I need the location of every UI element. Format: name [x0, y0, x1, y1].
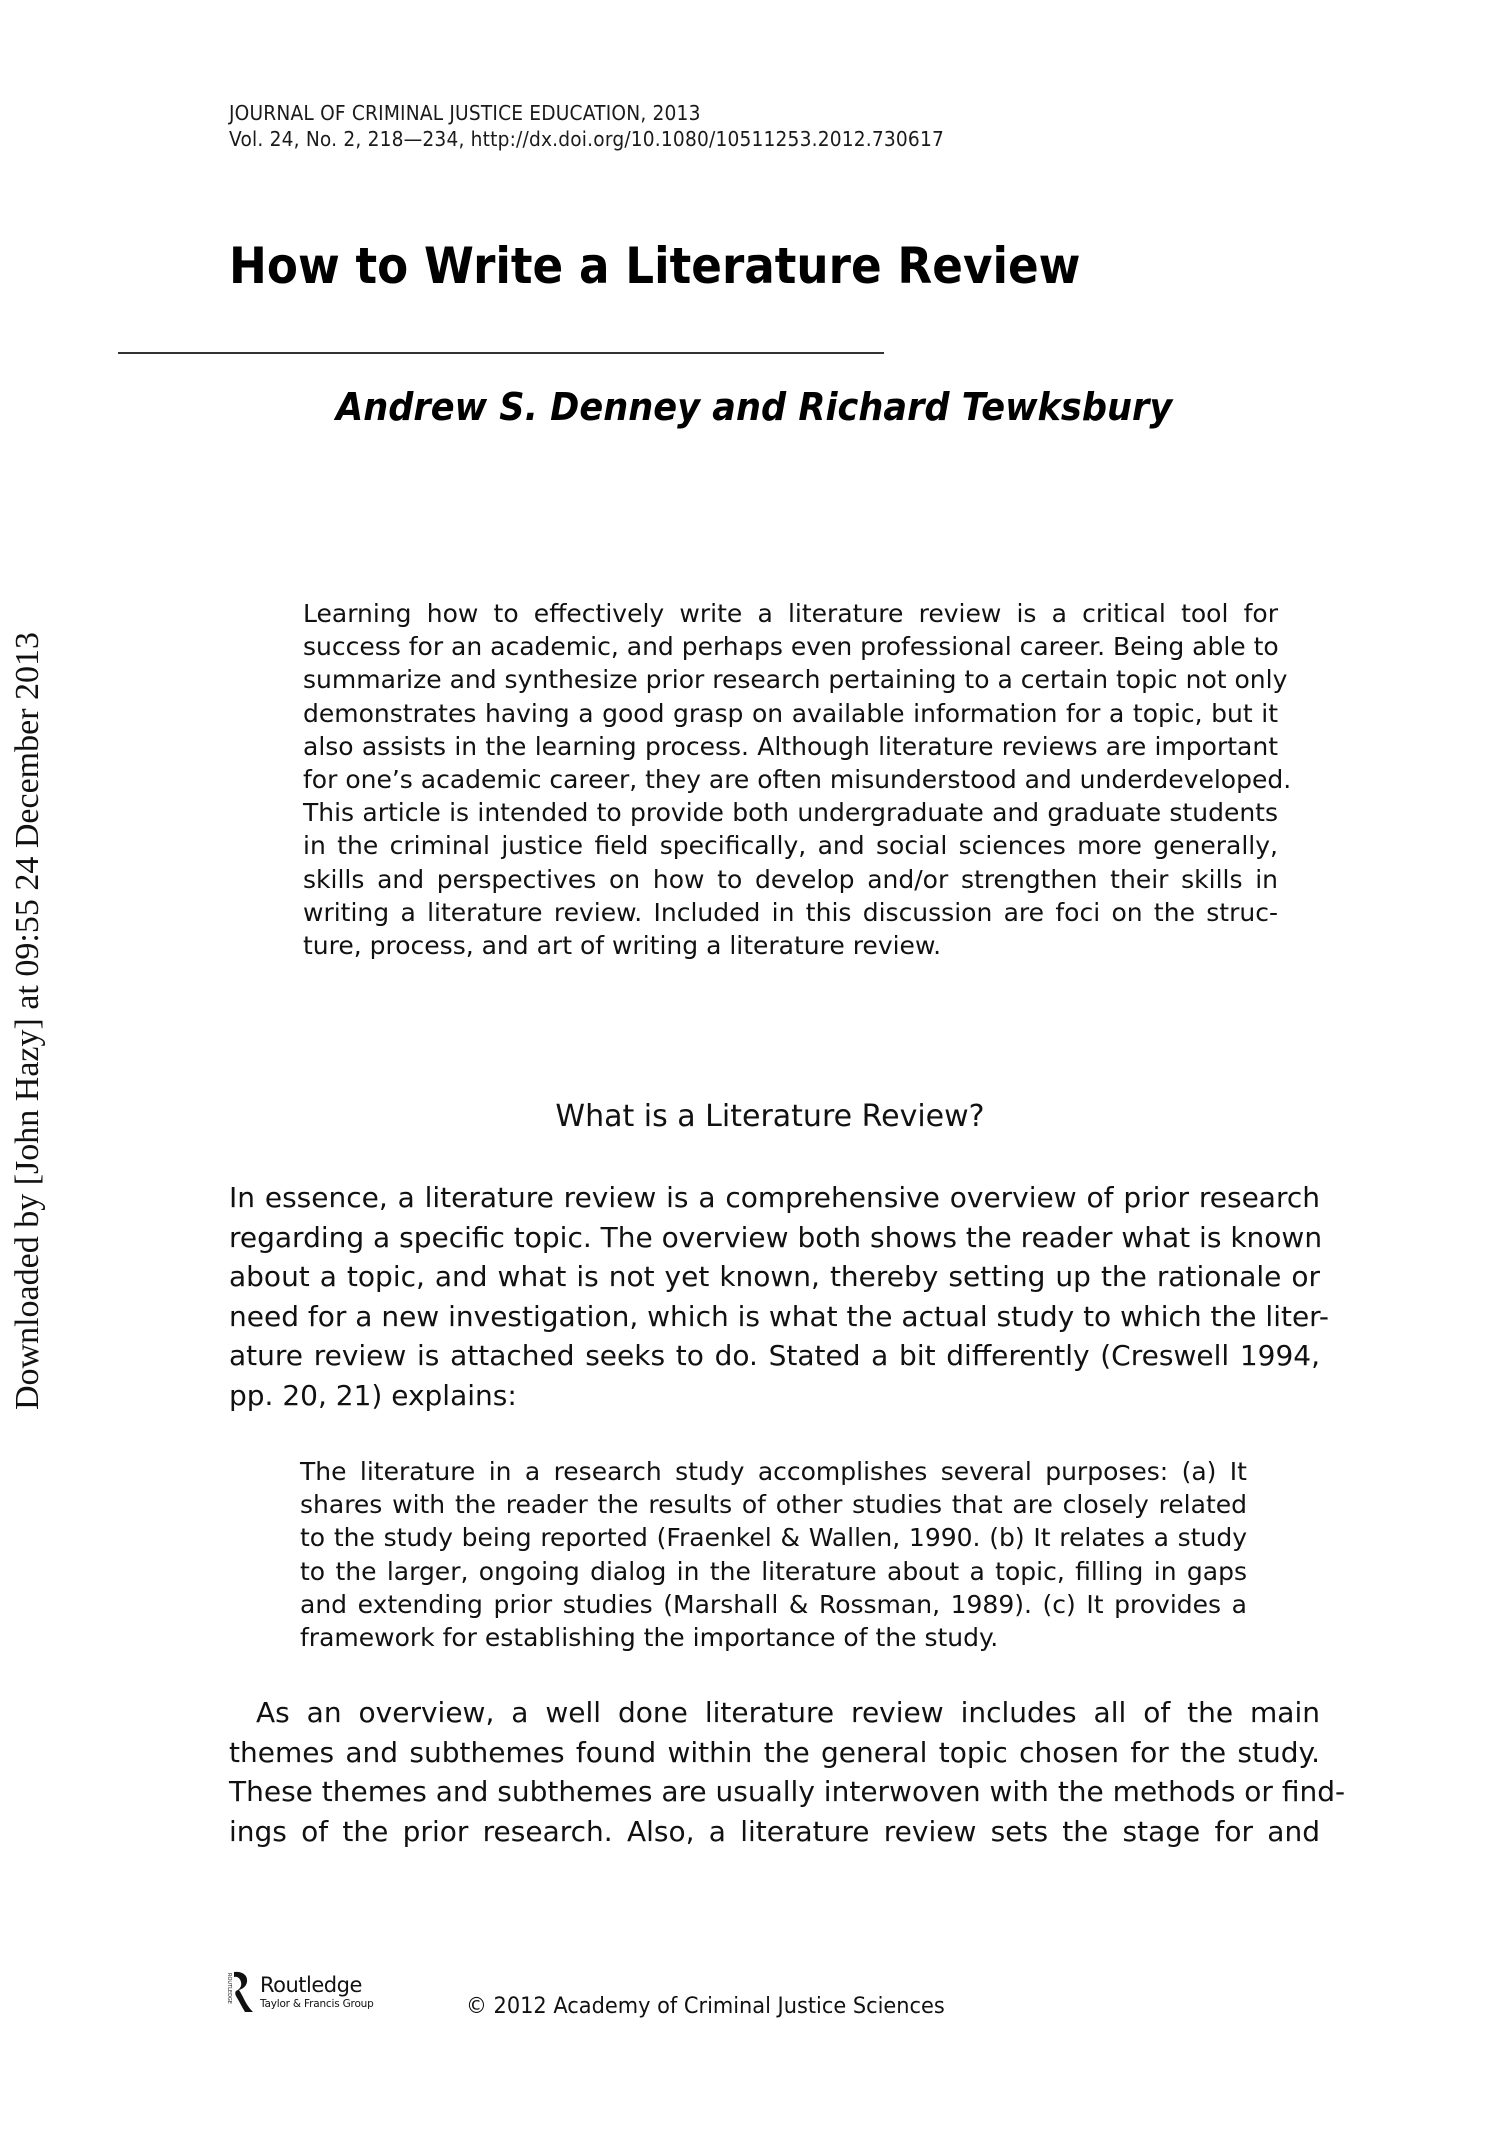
body-paragraph-1 — [229, 1178, 1329, 1415]
svg-text:ROUTLEDGE: ROUTLEDGE — [226, 1973, 232, 2004]
quote-line: to the study being reported (Fraenkel & Wallen, 1990. (b) It relates a study — [300, 1523, 1247, 1553]
section-heading: What is a Literature Review? — [555, 1099, 985, 1134]
body-paragraph-2 — [229, 1693, 1346, 1851]
paragraph-line: need for a new investigation, which is what the actual study to which the liter- — [229, 1299, 1329, 1333]
abstract-line: ture, process, and art of writing a literature review. — [303, 930, 942, 960]
paragraph-line: themes and subthemes found within the general topic chosen for the study. — [229, 1735, 1320, 1769]
publisher-group: Taylor & Francis Group — [260, 1997, 374, 2010]
abstract-line: skills and perspectives on how to develop and/or strengthen their skills in — [303, 864, 1278, 894]
paragraph-line: As an overview, a well done literature review includes all of the main — [256, 1696, 1320, 1729]
paragraph-line: These themes and subthemes are usually interwoven with the methods or find- — [229, 1775, 1346, 1808]
copyright-notice: © 2012 Academy of Criminal Justice Sciences — [466, 1994, 945, 2019]
routledge-r-logo-icon — [224, 1970, 254, 2014]
block-quote — [300, 1455, 1247, 1654]
abstract-line: in the criminal justice field specifically, and social sciences more generally, — [303, 831, 1278, 861]
abstract-line: success for an academic, and perhaps even professional career. Being able to — [303, 632, 1279, 662]
publisher-logo — [224, 1970, 374, 2014]
paragraph-line: pp. 20, 21) explains: — [229, 1378, 517, 1412]
quote-line: to the larger, ongoing dialog in the literature about a topic, filling in gaps — [300, 1556, 1247, 1586]
paragraph-line: regarding a specific topic. The overview both shows the reader what is known — [229, 1220, 1323, 1254]
abstract-line: for one’s academic career, they are often misunderstood and underdeveloped. — [303, 764, 1292, 794]
abstract-line: Learning how to effectively write a literature review is a critical tool for — [303, 599, 1278, 628]
article-authors: Andrew S. Denney and Richard Tewksbury — [336, 385, 1173, 429]
journal-name: JOURNAL OF CRIMINAL JUSTICE EDUCATION, 2013 — [229, 101, 701, 125]
title-divider — [118, 352, 884, 354]
abstract-line: This article is intended to provide both undergraduate and graduate students — [303, 798, 1278, 828]
abstract — [303, 597, 1292, 962]
abstract-line: also assists in the learning process. Although literature reviews are important — [303, 731, 1278, 761]
publisher-name: Routledge — [260, 1972, 362, 1997]
publisher-name-block — [260, 1972, 374, 2010]
quote-line: framework for establishing the importance of the study. — [300, 1622, 999, 1652]
abstract-line: demonstrates having a good grasp on available information for a topic, but it — [303, 698, 1278, 728]
download-watermark: Downloaded by [John Hazy] at 09:55 24 December 2013 — [9, 631, 46, 1410]
abstract-line: writing a literature review. Included in this discussion are foci on the struc- — [303, 897, 1278, 927]
journal-header — [229, 100, 944, 152]
quote-line: and extending prior studies (Marshall & Rossman, 1989). (c) It provides a — [300, 1589, 1247, 1619]
article-title: How to Write a Literature Review — [229, 237, 1081, 295]
journal-citation: Vol. 24, No. 2, 218—234, http://dx.doi.org/10.1080/10511253.2012.730617 — [229, 127, 944, 151]
quote-line: The literature in a research study accomplishes several purposes: (a) It — [300, 1457, 1247, 1486]
abstract-line: summarize and synthesize prior research pertaining to a certain topic not only — [303, 665, 1288, 695]
quote-line: shares with the reader the results of other studies that are closely related — [300, 1490, 1247, 1520]
paragraph-line: ature review is attached seeks to do. Stated a bit differently (Creswell 1994, — [229, 1339, 1320, 1372]
paragraph-line: ings of the prior research. Also, a literature review sets the stage for and — [229, 1814, 1320, 1848]
paragraph-line: about a topic, and what is not yet known, thereby setting up the rationale or — [229, 1260, 1320, 1293]
paragraph-line: In essence, a literature review is a comprehensive overview of prior research — [229, 1181, 1320, 1214]
